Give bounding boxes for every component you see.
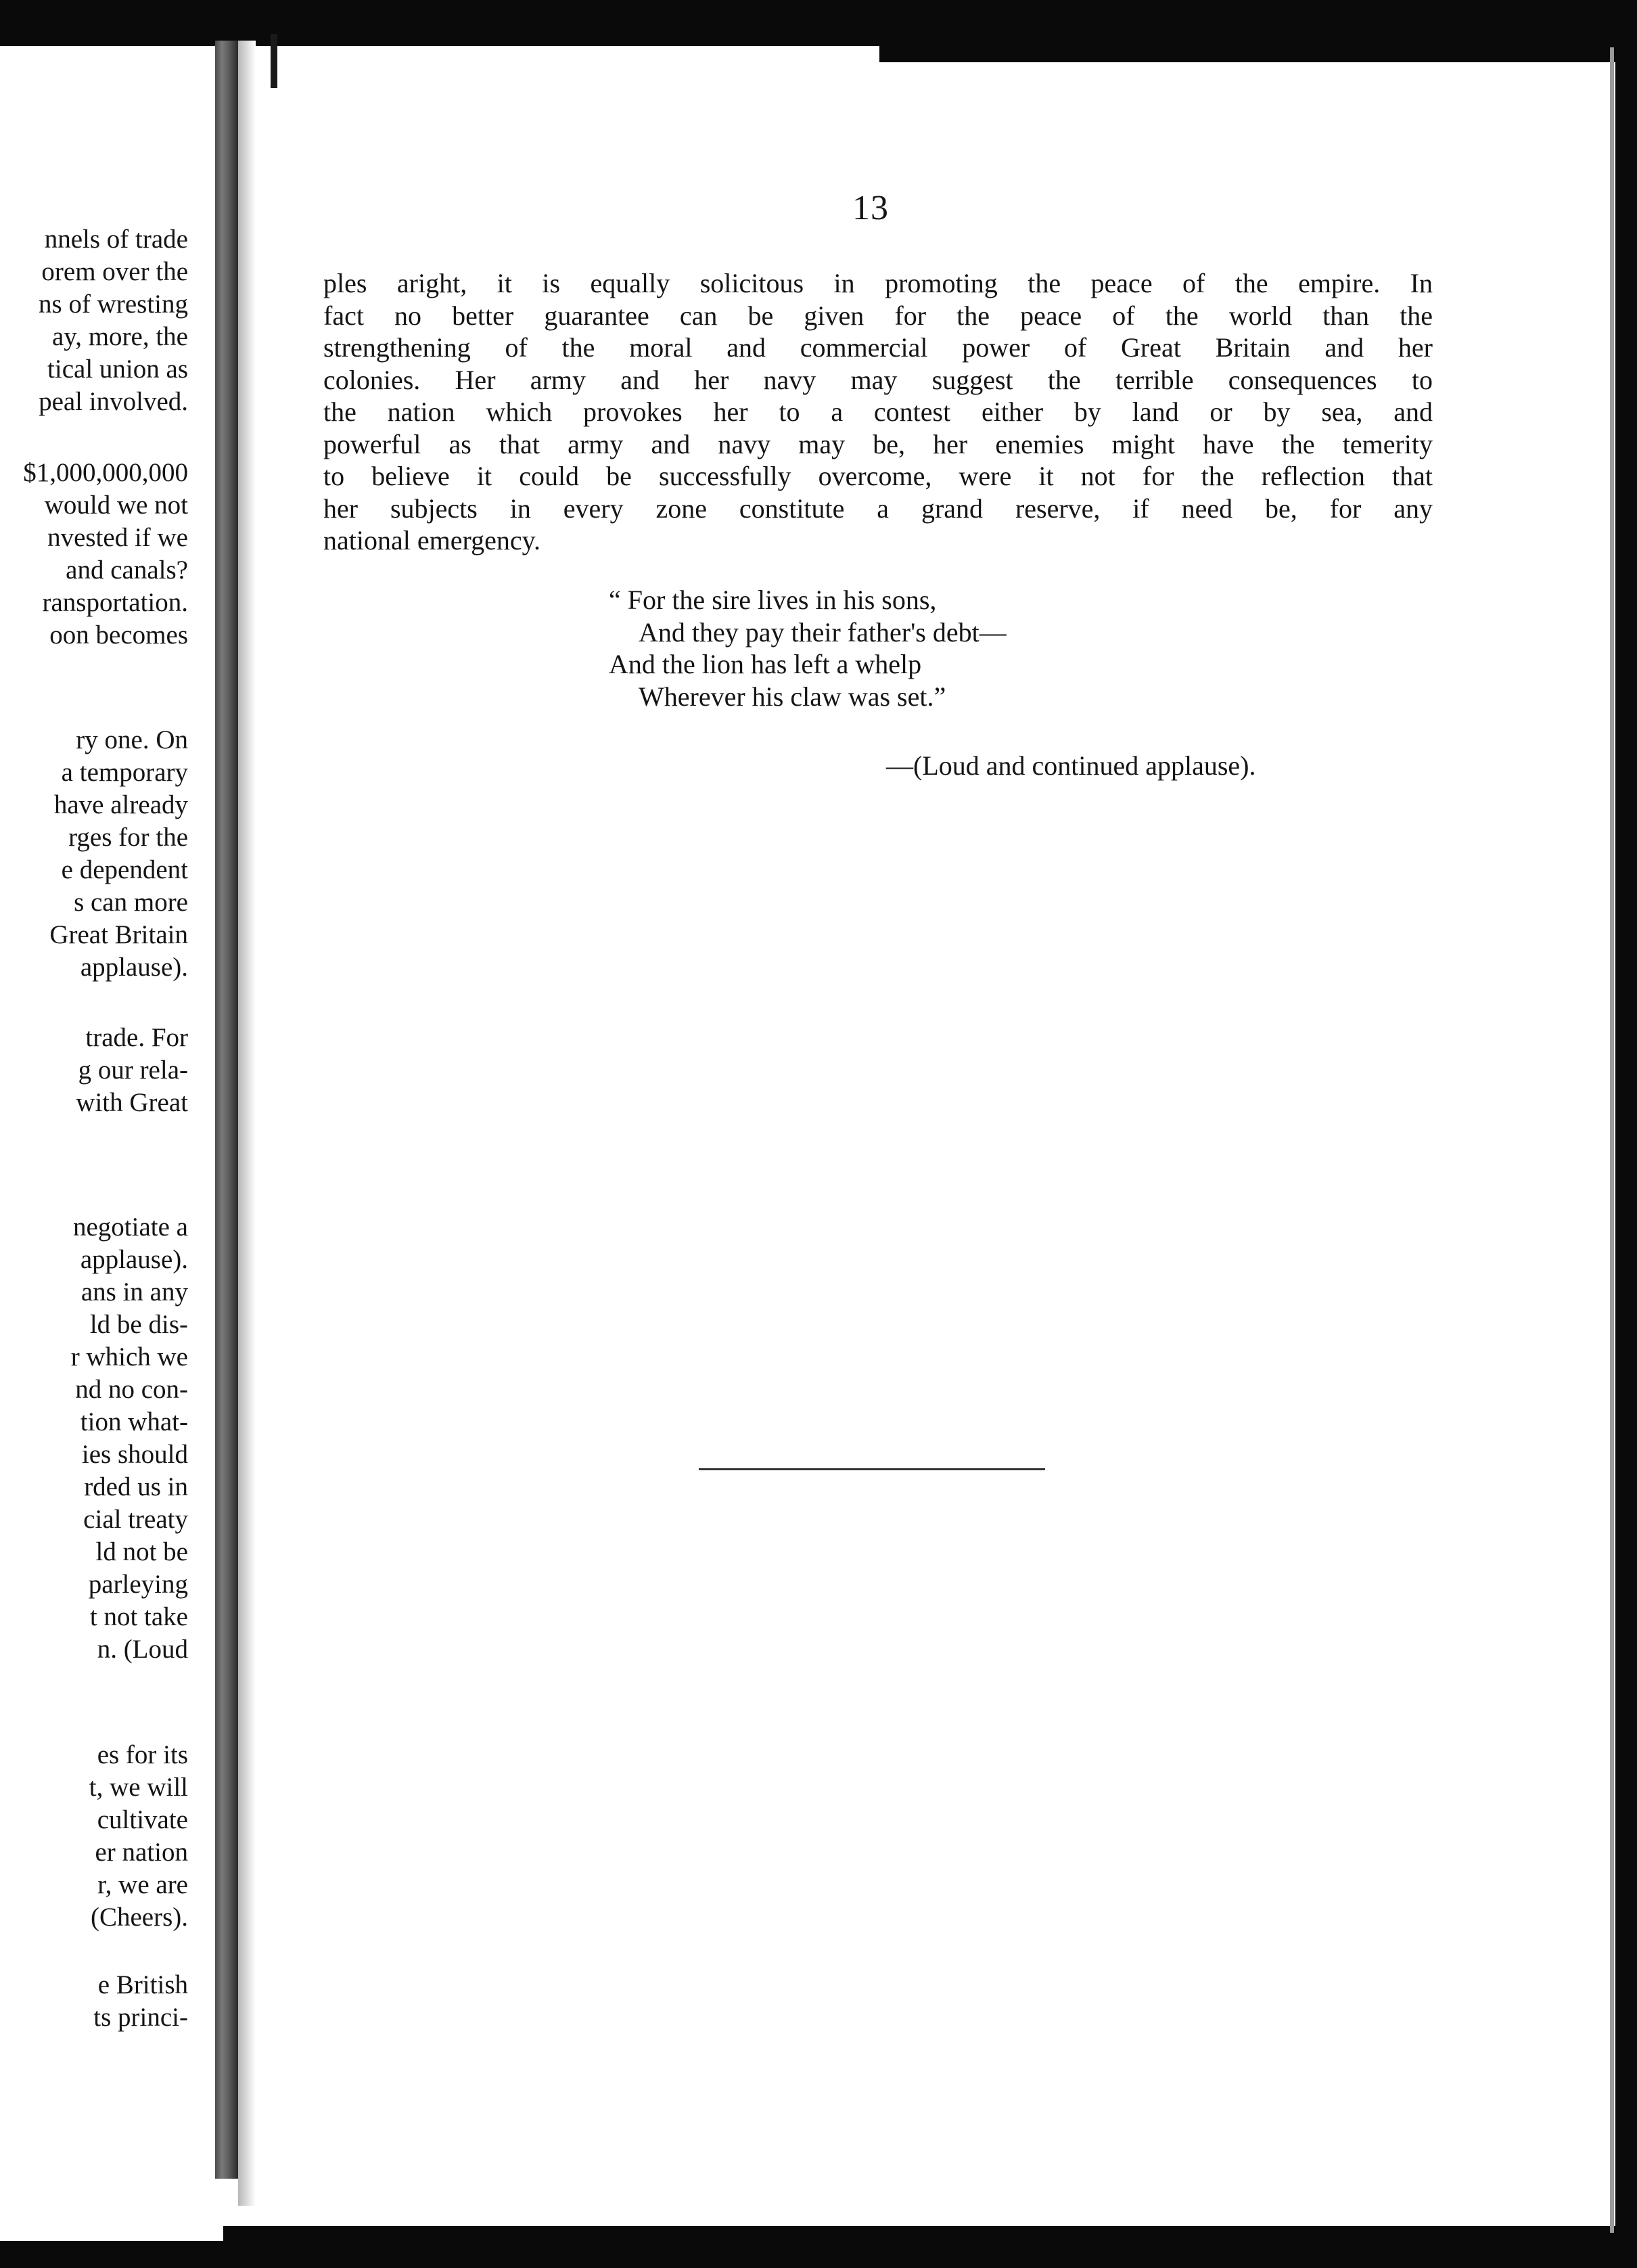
gutter-shadow xyxy=(238,41,256,2206)
left-page-line: ransportation. xyxy=(42,588,188,617)
left-page-line: Great Britain xyxy=(49,920,188,949)
left-page-line: t not take xyxy=(89,1602,188,1631)
scan-border-top-shadow xyxy=(0,27,879,46)
gutter-top-mark xyxy=(271,34,277,88)
left-page-line: n. (Loud xyxy=(97,1635,188,1664)
left-page-line: cial treaty xyxy=(83,1505,188,1534)
left-page-line: parleying xyxy=(88,1570,188,1599)
left-page-line: would we not xyxy=(44,491,188,520)
book-gutter xyxy=(215,41,238,2179)
left-page-line: ans in any xyxy=(80,1277,188,1307)
closing-remark: —(Loud and continued applause). xyxy=(886,750,1256,781)
body-line: her subjects in every zone constitute a grand reserve, if need be, for any xyxy=(323,493,1433,524)
left-page-line: nd no con- xyxy=(75,1375,188,1404)
left-page-line: cultivate xyxy=(97,1805,188,1834)
left-page-line: er nation xyxy=(95,1838,188,1867)
left-page-line: s can more xyxy=(74,888,188,917)
poem-line: And the lion has left a whelp xyxy=(609,649,922,679)
scan-border-bottom xyxy=(0,2241,1637,2268)
left-page-line: (Cheers). xyxy=(90,1903,188,1932)
body-line: strengthening of the moral and commercial power of Great Britain and her xyxy=(323,332,1433,363)
left-page-line: t, we will xyxy=(89,1773,188,1802)
scan-border-top-right xyxy=(879,27,1637,62)
left-page-line: e British xyxy=(97,1970,188,1999)
left-page-line: rges for the xyxy=(68,823,188,852)
body-line: the nation which provokes her to a contest either by land or by sea, and xyxy=(323,396,1433,427)
poem-quote xyxy=(609,584,1007,712)
poem-line: Wherever his claw was set.” xyxy=(639,681,946,712)
left-page-line: g our rela- xyxy=(78,1056,188,1085)
left-page-line: es for its xyxy=(97,1740,188,1769)
left-page-line: applause). xyxy=(80,953,188,982)
body-line: national emergency. xyxy=(323,525,540,555)
left-page-line: rded us in xyxy=(84,1472,188,1501)
left-page-line: ay, more, the xyxy=(51,322,188,351)
body-line: powerful as that army and navy may be, her enemies might have the temerity xyxy=(323,428,1433,459)
poem-line: “ For the sire lives in his sons, xyxy=(609,585,937,615)
left-page-line: a temporary xyxy=(61,758,188,787)
end-rule xyxy=(699,1468,1045,1470)
left-page-line: have already xyxy=(53,790,188,819)
page-edge-right xyxy=(1610,47,1614,2233)
left-page-line: r which we xyxy=(70,1342,188,1371)
left-page-line: r, we are xyxy=(97,1870,188,1899)
left-page-line: e dependent xyxy=(61,855,188,884)
left-page-line: orem over the xyxy=(41,257,188,286)
left-page-line: ry one. On xyxy=(76,725,188,754)
body-line: to believe it could be successfully overcome, were it not for the reflection that xyxy=(323,461,1433,491)
left-page-line: tion what- xyxy=(80,1407,188,1436)
left-page-line: ld be dis- xyxy=(89,1310,188,1339)
left-page-line: applause). xyxy=(80,1245,188,1274)
left-page-line: ld not be xyxy=(95,1537,188,1566)
poem-line: And they pay their father's debt— xyxy=(639,616,1007,648)
scan-border-right xyxy=(1615,47,1637,2253)
left-page-line: ies should xyxy=(81,1440,188,1469)
left-page-line: ns of wresting xyxy=(39,290,188,319)
left-page-line: oon becomes xyxy=(49,620,188,650)
page-number: 13 xyxy=(852,189,889,227)
body-line: colonies. Her army and her navy may suggest the terrible consequences to xyxy=(323,364,1433,395)
left-page-line: $1,000,000,000 xyxy=(23,458,188,487)
scan-border-bottom-shadow xyxy=(223,2226,1637,2243)
left-page-line: and canals? xyxy=(66,555,188,585)
body-line: fact no better guarantee can be given for the peace of the world than the xyxy=(323,300,1433,331)
left-page-line: tical union as xyxy=(47,355,188,384)
left-page-line: with Great xyxy=(76,1088,188,1117)
left-page-line: nnels of trade xyxy=(44,225,188,254)
body-paragraph xyxy=(323,267,1433,557)
left-page-line: peal involved. xyxy=(39,387,188,416)
left-page-line: negotiate a xyxy=(73,1212,188,1242)
left-page-line: ts princi- xyxy=(93,2003,188,2032)
left-page-line: trade. For xyxy=(85,1023,188,1052)
body-line: ples aright, it is equally solicitous in promoting the peace of the empire. In xyxy=(323,268,1433,298)
left-page-line: nvested if we xyxy=(47,523,188,552)
